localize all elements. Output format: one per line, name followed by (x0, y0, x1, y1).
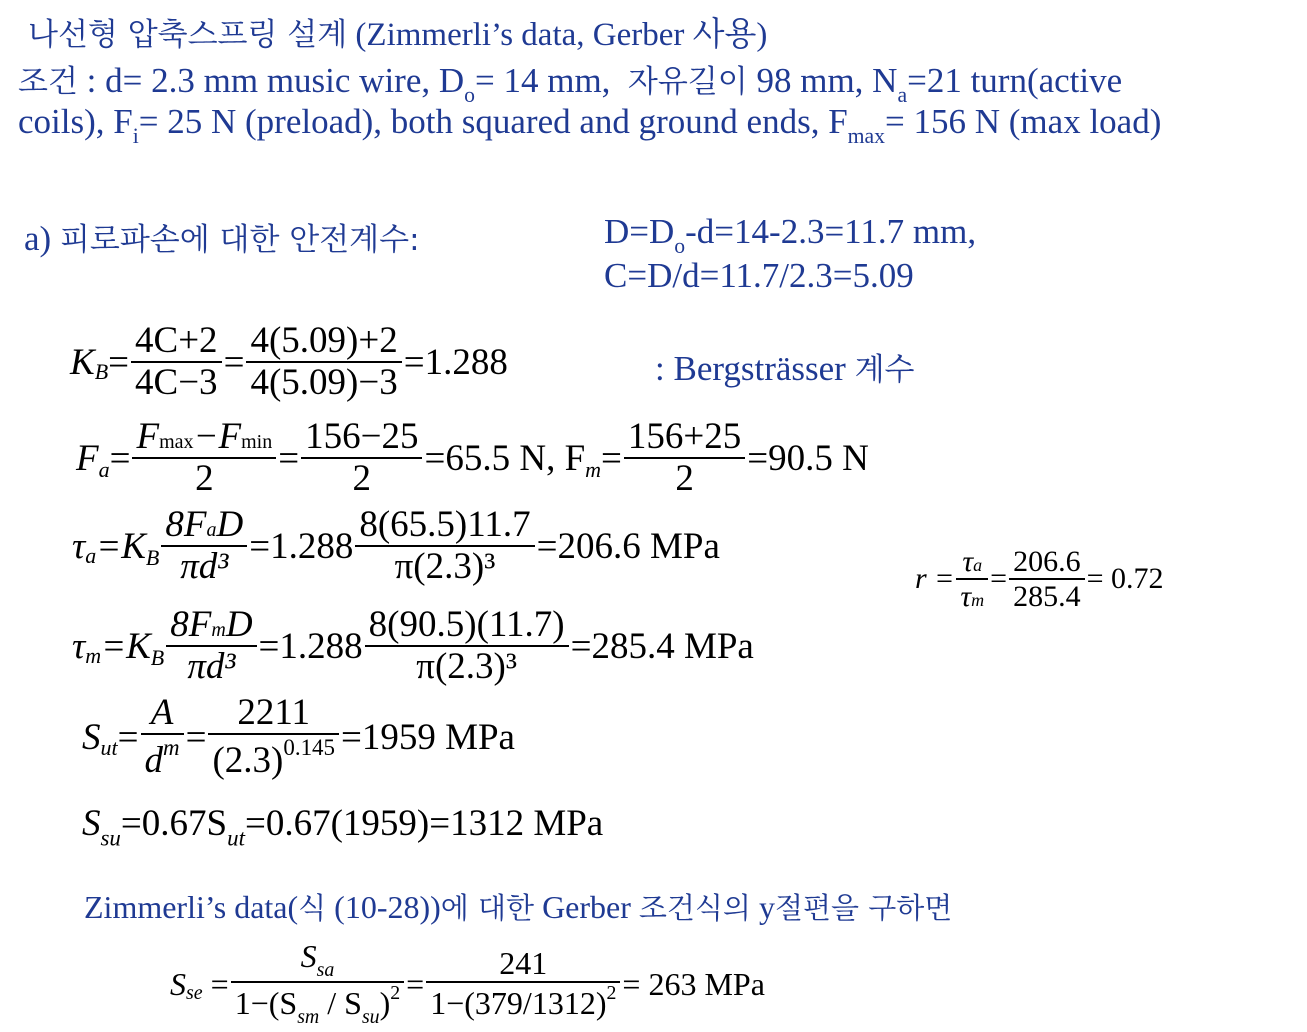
tau-a-f1-sub: a (206, 519, 217, 541)
sut-f2-den-sup: 0.145 (283, 734, 335, 760)
kb-fraction-1 (131, 322, 222, 404)
ssu-mid: =0.67S (120, 803, 228, 844)
equation-sse: Sse = $\frac{S_{sa}}{1-(S_{sm} / S_{su})^2}$ = $\frac{241}{1-(379/1312)^2}$ = 263 MPa (170, 938, 765, 1028)
condition-text: =21 turn(active (907, 61, 1123, 100)
sse-f1-den-sub: su (361, 1005, 380, 1028)
tau-m-fraction-1 (166, 606, 256, 688)
condition-text: coils), F (18, 102, 133, 141)
note-korean: 식 (298, 891, 327, 925)
condition-text: = 14 mm, (474, 61, 611, 100)
page-title (28, 8, 767, 55)
condition-sub: i (132, 123, 139, 148)
tau-a-lhs: τ (72, 526, 86, 568)
sut-f2-num: 2211 (208, 694, 339, 735)
ssu-mid-sub: ut (227, 825, 245, 851)
fa-fraction-2 (301, 418, 422, 500)
sut-f2-den: (2.3) (212, 740, 284, 782)
tau-a-k: =K (96, 526, 146, 568)
tau-m-sub: m (85, 642, 102, 668)
equation-kb: KB= $\frac{4C+2}{4C-3}$ = $\frac{4(5.09)+2}{4(5.09)-3}$ =1.288 (70, 320, 508, 403)
tau-m-result: =285.4 MPa (570, 626, 754, 668)
sse-fraction-1 (231, 940, 404, 1028)
kb-lhs-sub: B (94, 358, 109, 384)
fa-f1-sub: min (241, 431, 273, 453)
tau-a-fraction-2 (355, 506, 534, 588)
r-fraction-2 (1009, 546, 1085, 613)
fm-result: =90.5 N (747, 438, 869, 480)
fm-sub: m (585, 456, 602, 482)
note-korean: 에 대한 (440, 891, 535, 925)
tau-a-f2-den: π(2.3)³ (394, 545, 496, 587)
sse-f1-den: 1−(S (234, 984, 298, 1021)
sut-lhs: S (82, 717, 101, 759)
fa-f1-num: F (136, 416, 160, 457)
sse-f1-den-sub: sm (297, 1005, 320, 1028)
fa-f2-den: 2 (352, 457, 372, 499)
gerber-note (84, 886, 952, 927)
note-korean: 절편을 구하면 (774, 891, 953, 925)
tau-a-fraction-1 (161, 506, 247, 588)
note-text: Gerber (542, 889, 631, 925)
fa-f1-den: 2 (195, 457, 214, 499)
tau-m-f2-num: 8(90.5)(11.7) (365, 606, 569, 647)
fm-fraction (624, 418, 745, 500)
condition-text: 98 mm, N (756, 61, 898, 100)
equation-tau-m (72, 606, 754, 688)
sut-fraction-1 (141, 694, 184, 782)
sse-f1-num-sub: sa (316, 958, 335, 981)
sut-f1-den-sup: m (163, 734, 180, 760)
kb-note-korean: 계수 (854, 352, 915, 388)
tau-a-sub: a (85, 542, 97, 568)
ssu-lhs: S (82, 803, 101, 844)
section-a-label (24, 214, 420, 259)
title-parenthetical: (Zimmerli’s data, Gerber 사용) (355, 17, 768, 53)
d-text: -d=14-2.3=11.7 mm, (685, 212, 977, 251)
kb-note-text: : Bergsträsser (655, 349, 846, 388)
tau-m-coef: =1.288 (258, 626, 363, 668)
kb-note (655, 344, 915, 389)
sse-f1-den-sup: 2 (390, 981, 401, 1004)
r-result: = 0.72 (1086, 562, 1164, 596)
ssu-lhs-sub: su (100, 825, 121, 851)
tau-a-k-sub: B (145, 544, 160, 570)
c-text: C=D/d=11.7/2.3=5.09 (604, 256, 914, 295)
sse-result: = 263 MPa (622, 965, 765, 1002)
sse-lhs-sub: se (186, 981, 203, 1004)
tau-a-coef: =1.288 (249, 526, 354, 568)
sut-lhs-sub: ut (100, 734, 118, 760)
spring-index-line (604, 256, 914, 296)
sut-fraction-2 (208, 694, 339, 782)
tau-m-k-sub: B (150, 644, 165, 670)
sse-f1-num: S (300, 938, 317, 974)
sse-f1-den: / S (319, 984, 362, 1021)
condition-line-2 (18, 102, 1161, 149)
condition-text: = 25 N (preload), both squared and ground ends, F (138, 102, 848, 141)
condition-label: 조건 (18, 64, 78, 100)
fa-f1-num: −F (193, 416, 242, 457)
equation-forces: Fa= $\frac{Fmax-Fmin}{2}$ = $\frac{156-25}{2}$ =65.5 N, Fm= $\frac{156+25}{2}$ =90.5 N (76, 416, 869, 499)
sse-f2-den: 1−(379/1312) (430, 984, 607, 1021)
tau-m-f1-num: 8F (170, 604, 212, 645)
note-korean: 조건식의 (638, 891, 751, 925)
r-f2-num: 206.6 (1009, 546, 1085, 580)
d-sub: o (674, 233, 686, 258)
sse-f2-num: 241 (426, 947, 620, 983)
equation-sut: Sut= $\frac{A}{d^m}$ = $\frac{2211}{(2.3)^{0.145}}$ =1959 MPa (82, 692, 515, 782)
kb-f1-num: 4C+2 (131, 322, 222, 363)
tau-m-f2-den: π(2.3)³ (416, 645, 517, 687)
r-f2-den: 285.4 (1013, 579, 1081, 613)
fm-f-den: 2 (675, 457, 694, 499)
tau-m-fraction-2 (365, 606, 569, 688)
condition-text: : d= 2.3 mm music wire, D (86, 61, 465, 100)
section-label-korean: 피로파손에 대한 안전계수: (59, 222, 420, 258)
sse-f2-den-sup: 2 (606, 981, 617, 1004)
ssu-result: =0.67(1959)=1312 MPa (244, 803, 604, 844)
kb-f2-num: 4(5.09)+2 (246, 322, 401, 363)
tau-m-f1-den: πd³ (187, 645, 236, 687)
note-text: (10-28)) (334, 889, 441, 925)
diameter-line (604, 212, 976, 259)
fa-f1-sub: max (159, 431, 194, 453)
kb-f2-den: 4(5.09)−3 (250, 361, 398, 403)
note-text: y (758, 889, 775, 925)
condition-korean: 자유길이 (627, 64, 748, 100)
tau-a-f1-num: 8F (165, 504, 207, 545)
fa-fraction-1 (132, 418, 276, 500)
kb-f1-den: 4C−3 (135, 361, 218, 403)
kb-lhs: K (70, 342, 95, 384)
tau-a-f2-num: 8(65.5)11.7 (355, 506, 534, 547)
condition-sub: max (847, 123, 886, 148)
fa-mid: =65.5 N, F (424, 438, 586, 480)
condition-text: = 156 N (max load) (885, 102, 1162, 141)
r-f1-num-sub: a (973, 555, 983, 575)
tau-a-result: =206.6 MPa (536, 526, 720, 568)
fa-lhs-sub: a (98, 456, 110, 482)
kb-result: =1.288 (403, 342, 508, 384)
tau-m-f1-sub: m (211, 619, 226, 641)
sut-result: =1959 MPa (340, 717, 515, 759)
kb-fraction-2 (246, 322, 401, 404)
sse-fraction-2 (426, 947, 620, 1021)
tau-a-f1-num: D (216, 504, 244, 545)
equation-r: r = $\frac{\tau a}{\tau m}$ = $\frac{206.6}{285.4}$ = 0.72 (915, 545, 1164, 613)
fm-f-num: 156+25 (624, 418, 745, 459)
sse-lhs: S (170, 965, 186, 1002)
fa-f2-num: 156−25 (301, 418, 422, 459)
equation-ssu (82, 802, 603, 851)
r-lhs: r = (915, 562, 955, 596)
sse-f1-den: ) (379, 984, 391, 1021)
condition-sub: a (897, 82, 908, 107)
r-f1-den-sub: m (971, 589, 985, 610)
r-f1-num: τ (962, 545, 974, 578)
tau-m-f1-num: D (225, 604, 253, 645)
title-korean: 나선형 압축스프링 설계 (28, 17, 348, 53)
r-f1-den: τ (960, 579, 972, 613)
equation-tau-a (72, 506, 720, 588)
sut-f1-num: A (141, 694, 184, 735)
note-text: Zimmerli’s data( (84, 889, 299, 925)
condition-line-1 (18, 56, 1122, 108)
d-text: D=D (604, 212, 675, 251)
sut-f1-den: d (144, 740, 163, 782)
section-prefix: a) (24, 219, 52, 258)
fa-lhs: F (76, 438, 99, 480)
tau-a-f1-den: πd³ (180, 545, 229, 587)
r-fraction-1 (956, 546, 988, 613)
condition-sub: o (464, 82, 475, 107)
tau-m-k: =K (101, 626, 151, 668)
tau-m-lhs: τ (72, 626, 86, 668)
